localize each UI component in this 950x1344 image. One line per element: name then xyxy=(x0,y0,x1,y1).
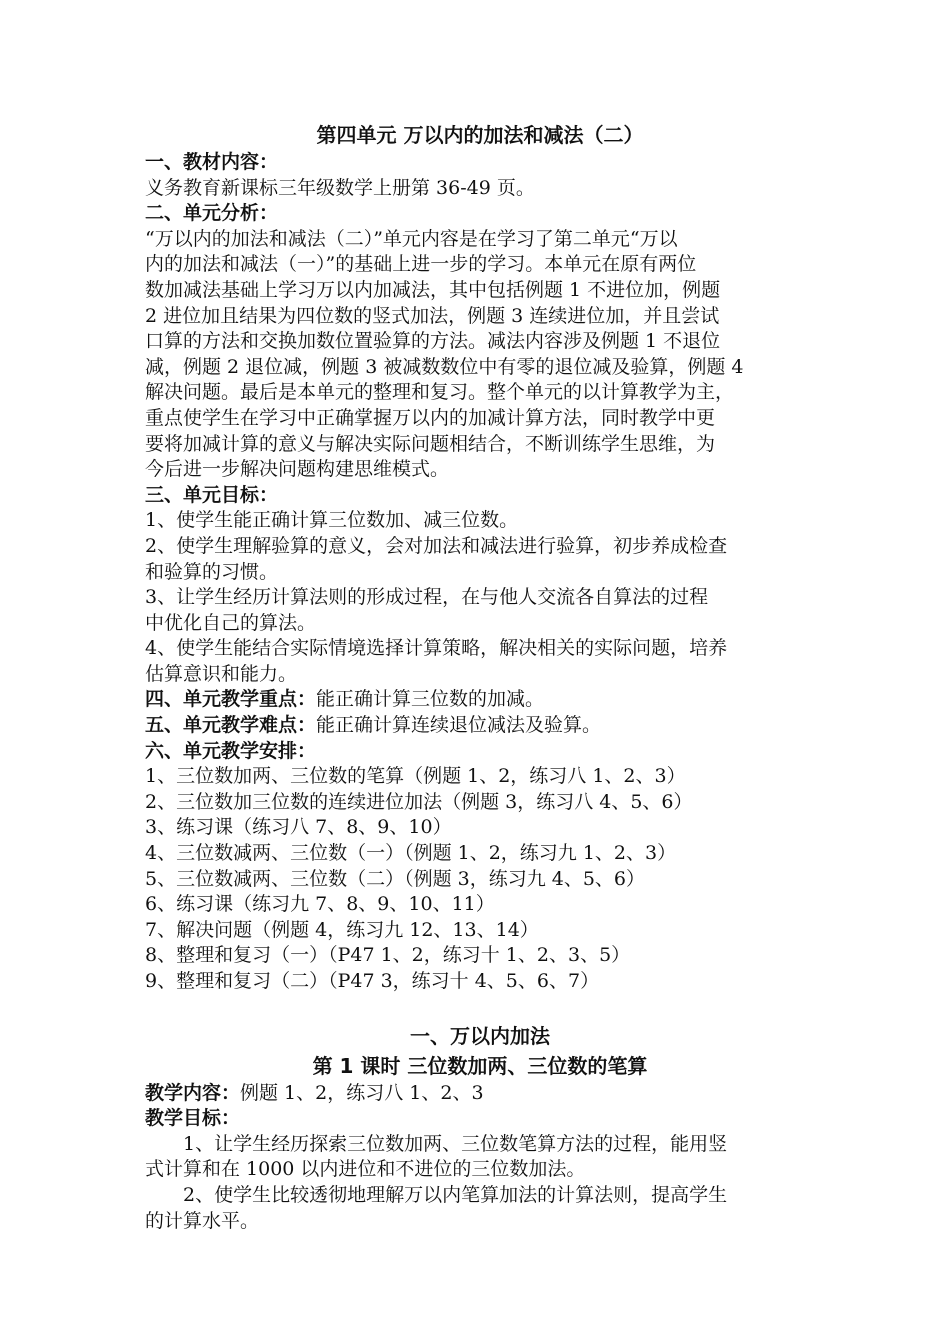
materials-text: 义务教育新课标三年级数学上册第 36-49 页。 xyxy=(145,176,535,199)
analysis-line: “万以内的加法和减法（二）”单元内容是在学习了第二单元“万以 xyxy=(145,227,678,250)
analysis-line: 2 进位加且结果为四位数的竖式加法，例题 3 连续进位加，并且尝试 xyxy=(145,304,720,327)
schedule-item: 9、整理和复习（二）（P47 3，练习十 4、5、6、7） xyxy=(145,970,600,992)
goal-line: 2、使学生理解验算的意义，会对加法和减法进行验算，初步养成检查 xyxy=(145,534,728,557)
goal-line: 和验算的习惯。 xyxy=(145,560,279,583)
goal-line: 估算意识和能力。 xyxy=(145,662,298,685)
schedule-item: 4、三位数减两、三位数（一）（例题 1、2，练习九 1、2、3） xyxy=(145,842,677,865)
analysis-line: 今后进一步解决问题构建思维模式。 xyxy=(145,458,450,481)
analysis-line: 减，例题 2 退位减，例题 3 被减数数位中有零的退位减及验算，例题 4 xyxy=(145,355,744,378)
lesson-content-row xyxy=(145,1081,815,1107)
goal-line: 4、使学生能结合实际情境选择计算策略，解决相关的实际问题，培养 xyxy=(145,637,728,660)
section-spacer xyxy=(145,995,815,1021)
analysis-line: 内的加法和减法（一）”的基础上进一步的学习。本单元在原有两位 xyxy=(145,253,697,276)
schedule-item: 7、解决问题（例题 4，练习九 12、13、14） xyxy=(145,918,539,941)
difficulty-text: 能正确计算连续退位减法及验算。 xyxy=(316,714,602,737)
analysis-line: 口算的方法和交换加数位置验算的方法。减法内容涉及例题 1 不退位 xyxy=(145,330,721,353)
lesson-content-heading: 教学内容： xyxy=(145,1081,241,1104)
lesson-goal-line: 1、让学生经历探索三位数加两、三位数笔算方法的过程，能用竖 xyxy=(183,1132,728,1155)
lesson-goal-1 xyxy=(145,1132,815,1183)
section-heading-key-points: 四、单元教学重点： xyxy=(145,688,317,711)
lesson-goal-line: 的计算水平。 xyxy=(145,1209,260,1232)
goals-list xyxy=(145,508,815,687)
schedule-item: 8、整理和复习（一）（P47 1、2，练习十 1、2、3、5） xyxy=(145,944,631,967)
lesson-content-text: 例题 1、2，练习八 1、2、3 xyxy=(240,1081,484,1104)
schedule-item: 6、练习课（练习九 7、8、9、10、11） xyxy=(145,893,495,916)
section-heading-analysis: 二、单元分析： xyxy=(145,202,279,225)
schedule-item: 1、三位数加两、三位数的笔算（例题 1、2，练习八 1、2、3） xyxy=(145,765,686,788)
goal-line: 中优化自己的算法。 xyxy=(145,611,317,634)
key-points-row xyxy=(145,687,815,713)
key-points-text: 能正确计算三位数的加减。 xyxy=(316,688,545,711)
lesson-title: 第 1 课时 三位数加两、三位数的笔算 xyxy=(312,1053,648,1078)
part-title: 一、万以内加法 xyxy=(410,1023,550,1048)
schedule-list xyxy=(145,764,815,994)
analysis-line: 要将加减计算的意义与解决实际问题相结合，不断训练学生思维，为 xyxy=(145,432,716,455)
schedule-item: 5、三位数减两、三位数（二）（例题 3，练习九 4、5、6） xyxy=(145,867,646,890)
document-page xyxy=(145,120,815,1234)
analysis-line: 数加减法基础上学习万以内加减法，其中包括例题 1 不进位加，例题 xyxy=(145,278,721,301)
analysis-paragraph xyxy=(145,227,815,483)
lesson-goal-line: 式计算和在 1000 以内进位和不进位的三位数加法。 xyxy=(145,1158,586,1181)
section-heading-goals: 三、单元目标： xyxy=(145,483,279,506)
unit-title: 第四单元 万以内的加法和减法（二） xyxy=(316,123,644,147)
section-heading-difficulty: 五、单元教学难点： xyxy=(145,714,317,737)
schedule-item: 3、练习课（练习八 7、8、9、10） xyxy=(145,816,452,839)
lesson-goals-heading: 教学目标： xyxy=(145,1107,241,1130)
analysis-line: 重点使学生在学习中正确掌握万以内的加减计算方法，同时教学中更 xyxy=(145,406,716,429)
section-heading-schedule: 六、单元教学安排： xyxy=(145,739,317,762)
schedule-item: 2、三位数加三位数的连续进位加法（例题 3，练习八 4、5、6） xyxy=(145,790,693,813)
goal-line: 3、让学生经历计算法则的形成过程，在与他人交流各自算法的过程 xyxy=(145,586,709,609)
lesson-goal-2 xyxy=(145,1183,815,1234)
analysis-line: 解决问题。最后是本单元的整理和复习。整个单元的以计算教学为主， xyxy=(145,381,735,404)
section-heading-materials: 一、教材内容： xyxy=(145,151,279,173)
difficulty-row xyxy=(145,713,815,739)
lesson-goal-line: 2、使学生比较透彻地理解万以内笔算加法的计算法则，提高学生 xyxy=(183,1183,728,1206)
goal-line: 1、使学生能正确计算三位数加、减三位数。 xyxy=(145,509,519,532)
